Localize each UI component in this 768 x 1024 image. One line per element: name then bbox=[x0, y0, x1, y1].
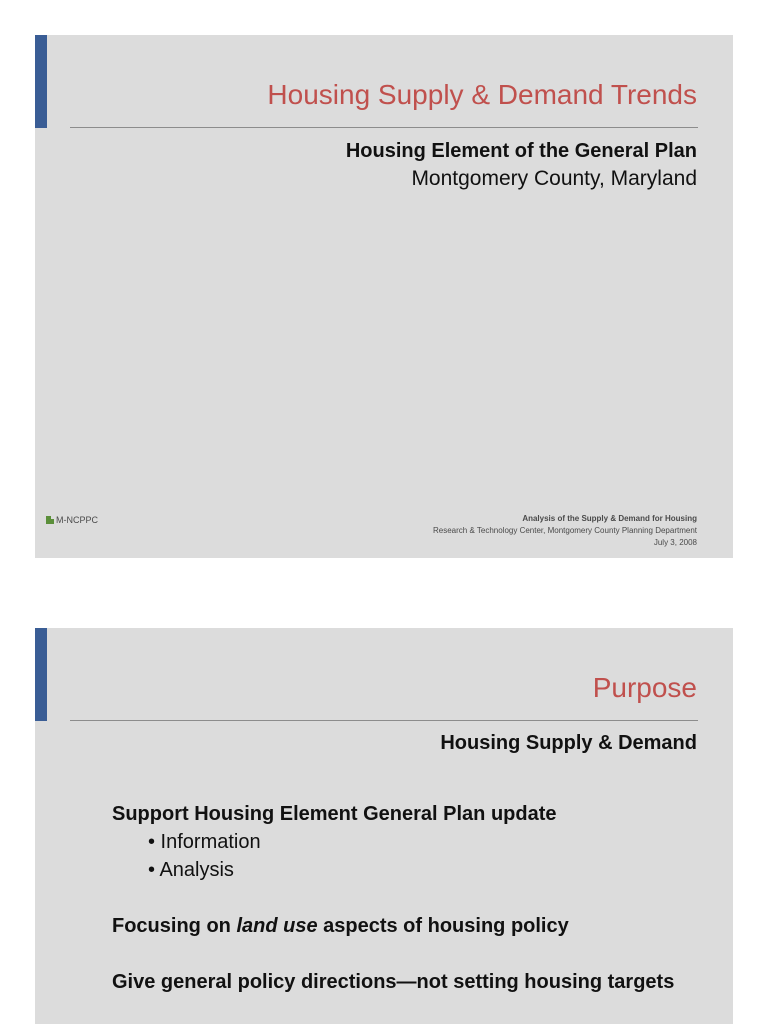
body-point: Give general policy directions—not setting housing targets bbox=[112, 971, 675, 993]
bullet-item: • Analysis bbox=[148, 859, 234, 881]
logo-text: M-NCPPC bbox=[56, 515, 98, 525]
mncppc-logo-icon bbox=[46, 516, 54, 524]
slide-footer bbox=[433, 513, 697, 549]
footer-title: Analysis of the Supply & Demand for Housing bbox=[522, 514, 697, 523]
body-text: Focusing on bbox=[112, 915, 237, 937]
slide-2 bbox=[35, 628, 733, 1024]
title-rule bbox=[70, 127, 698, 128]
slide-body bbox=[112, 800, 674, 996]
slide-subtitle-bold: Housing Element of the General Plan bbox=[345, 140, 697, 162]
body-point: Support Housing Element General Plan update bbox=[112, 803, 557, 825]
spacer bbox=[112, 940, 674, 968]
organization-logo bbox=[46, 515, 98, 525]
slide-title: Housing Supply & Demand Trends bbox=[267, 79, 697, 110]
slide-subtitle-bold: Housing Supply & Demand bbox=[440, 732, 697, 754]
footer-department: Research & Technology Center, Montgomery County Planning Department bbox=[433, 526, 697, 535]
body-text: aspects of housing policy bbox=[317, 915, 569, 937]
slide-subtitle: Montgomery County, Maryland bbox=[411, 167, 697, 190]
emphasis-text: land use bbox=[236, 915, 318, 937]
slide-1 bbox=[35, 35, 733, 558]
accent-bar bbox=[35, 628, 47, 721]
spacer bbox=[112, 884, 674, 912]
bullet-item: • Information bbox=[148, 831, 261, 853]
footer-date: July 3, 2008 bbox=[653, 538, 697, 547]
accent-bar bbox=[35, 35, 47, 128]
body-point bbox=[112, 912, 674, 940]
slide-title: Purpose bbox=[592, 672, 697, 703]
title-rule bbox=[70, 720, 698, 721]
